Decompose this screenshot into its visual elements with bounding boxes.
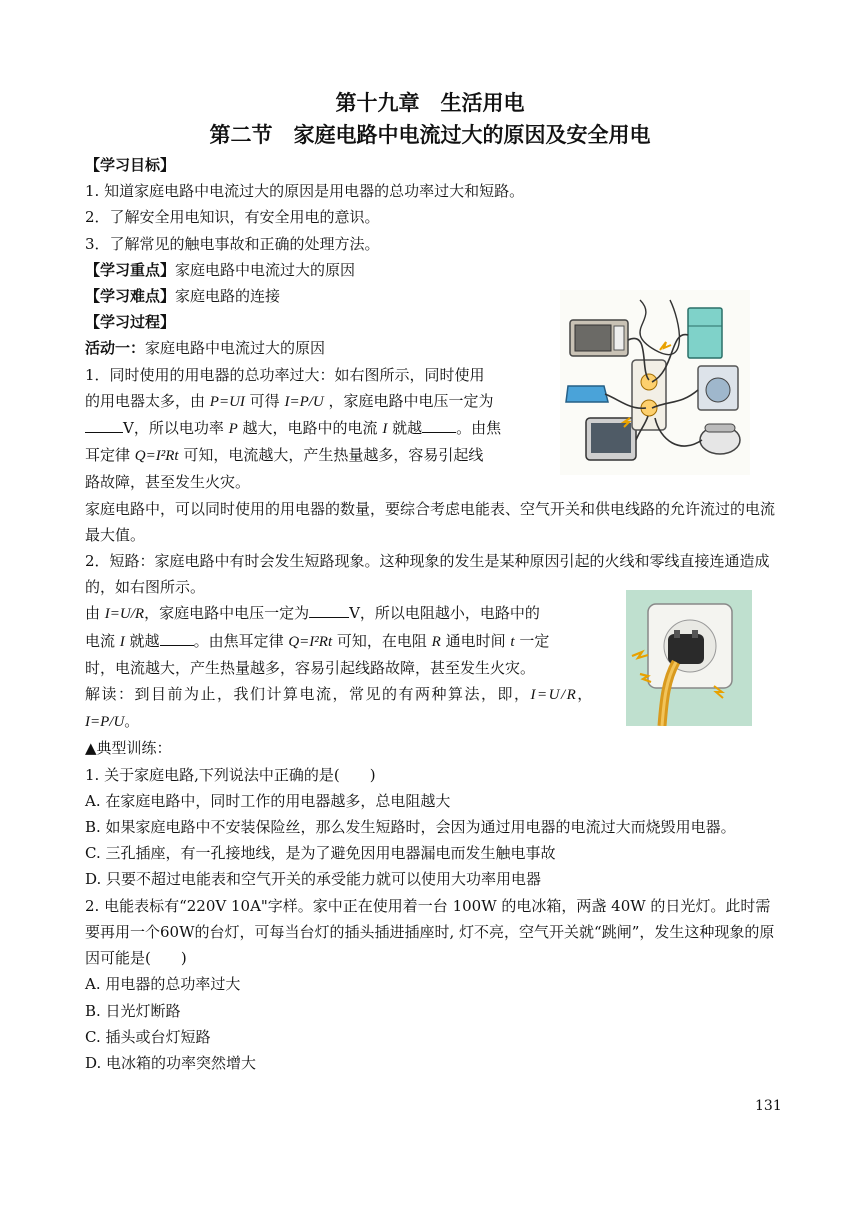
paragraph-line: 电流 I 就越 。由焦耳定律 Q=I²Rt 可知，在电阻 R 通电时间 t 一定 xyxy=(85,631,550,650)
question-stem: 1. 关于家庭电路,下列说法中正确的是( ) xyxy=(85,765,376,784)
document-page xyxy=(85,88,775,1076)
paragraph-line: 时，电流越大，产生热量越多，容易引起线路故障，甚至发生火灾。 xyxy=(85,658,536,677)
formula: Q=I²Rt xyxy=(134,448,179,465)
answer-blank[interactable] xyxy=(160,630,194,646)
question-stem: 2. 电能表标有“220V 10A"字样。家中正在使用着一台 100W 的电冰箱，两盏 40W 的日光灯。此时需要再用一个60W的台灯，可每当台灯的插头插进插座时, 灯不亮，空气开关就“跳闸”，发生这种现象的原因可能是( ) xyxy=(85,896,775,968)
training-header: ▲典型训练： xyxy=(85,739,172,758)
activity1-label: 活动一： xyxy=(85,339,146,358)
answer-blank[interactable] xyxy=(309,602,349,618)
note-line: I=P/U。 xyxy=(85,712,140,731)
objective-item: 2．了解安全用电知识，有安全用电的意识。 xyxy=(85,208,380,227)
option: D. 电冰箱的功率突然增大 xyxy=(85,1053,257,1072)
short-circuit-plug-illustration xyxy=(626,590,752,726)
paragraph-line: 由 I=U/R，家庭电路中电压一定为 V，所以电阻越小，电路中的 xyxy=(85,604,540,623)
option: C. 三孔插座，有一孔接地线，是为了避免因用电器漏电而发生触电事故 xyxy=(85,844,556,863)
option: C. 插头或台灯短路 xyxy=(85,1027,211,1046)
difficulty-header: 【学习难点】 xyxy=(85,287,176,306)
answer-blank[interactable] xyxy=(85,417,123,433)
paragraph: 家庭电路中，可以同时使用的用电器的数量，要综合考虑电能表、空气开关和供电线路的允许流过的电流最大值。 xyxy=(85,499,776,544)
note-line: 解读：到目前为止，我们计算电流，常见的有两种算法，即，I=U/R， xyxy=(85,685,594,704)
focus-header: 【学习重点】 xyxy=(85,260,176,279)
option: A. 在家庭电路中，同时工作的用电器越多，总电阻越大 xyxy=(85,791,451,810)
process-header: 【学习过程】 xyxy=(85,313,176,332)
focus-text: 家庭电路中电流过大的原因 xyxy=(175,260,356,279)
paragraph-line: V，所以电功率 P 越大，电路中的电流 I 就越 。由焦 xyxy=(85,415,775,442)
answer-blank[interactable] xyxy=(422,417,456,433)
option: D. 只要不超过电能表和空气开关的承受能力就可以使用大功率用电器 xyxy=(85,870,542,889)
formula: P=UI xyxy=(209,393,245,410)
section-title: 第二节 家庭电路中电流过大的原因及安全用电 xyxy=(209,123,651,147)
activity1-title: 家庭电路中电流过大的原因 xyxy=(145,339,326,358)
paragraph-line: 耳定律 Q=I²Rt 可知，电流越大，产生热量越多，容易引起线 xyxy=(85,446,484,465)
option: A. 用电器的总功率过大 xyxy=(85,975,241,994)
formula: Q=I²Rt xyxy=(288,633,333,650)
paragraph-line: 路故障，甚至发生火灾。 xyxy=(85,473,251,492)
difficulty-text: 家庭电路的连接 xyxy=(175,287,281,306)
objective-item: 3．了解常见的触电事故和正确的处理方法。 xyxy=(85,234,380,253)
chapter-title: 第十九章 生活用电 xyxy=(335,91,525,115)
objective-item: 1. 知道家庭电路中电流过大的原因是用电器的总功率过大和短路。 xyxy=(85,182,525,201)
option: B. 日光灯断路 xyxy=(85,1001,181,1020)
overloaded-socket-illustration xyxy=(560,290,750,475)
formula: I=U/R xyxy=(104,606,145,623)
formula: I=P/U xyxy=(284,393,324,410)
paragraph: 2．短路：家庭电路中有时会发生短路现象。这种现象的发生是某种原因引起的火线和零线直接连通造成的，如右图所示。 xyxy=(85,552,770,597)
paragraph-line: 1．同时使用的用电器的总功率过大：如右图所示，同时使用 xyxy=(85,365,485,384)
page-number: 131 xyxy=(755,1098,782,1114)
paragraph-line: 的用电器太多，由 P=UI 可得 I=P/U ，家庭电路中电压一定为 xyxy=(85,391,494,410)
option: B. 如果家庭电路中不安装保险丝，那么发生短路时，会因为通过用电器的电流过大而烧毁用电器。 xyxy=(85,818,736,837)
focus-row xyxy=(85,257,775,283)
objectives-header: 【学习目标】 xyxy=(85,156,176,174)
